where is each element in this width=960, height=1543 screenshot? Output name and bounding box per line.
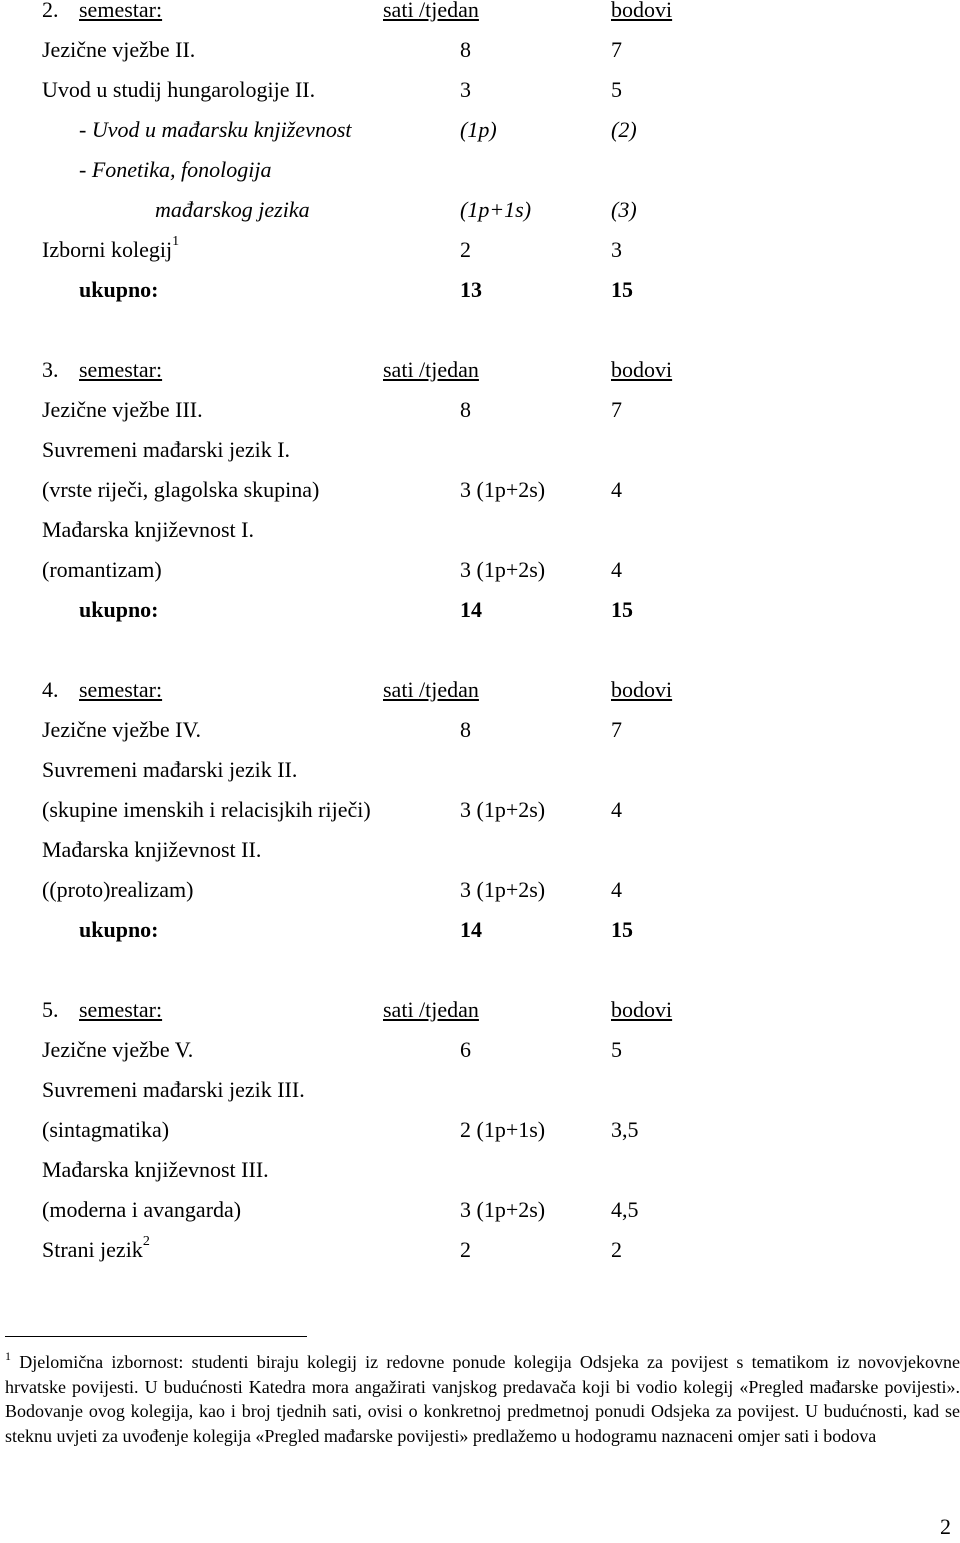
total-points: 15 [611,917,633,942]
points-column-header: bodovi [611,677,673,702]
course-row [0,750,960,790]
course-name: - Uvod u mađarsku književnost [79,117,352,142]
total-points: 15 [611,277,633,302]
semester-number: 5. [42,997,59,1022]
course-name: Suvremeni mađarski jezik I. [42,437,291,462]
course-name: Uvod u studij hungarologije II. [42,77,316,102]
footnote-separator [5,1336,307,1337]
course-name: Mađarska književnost III. [42,1157,269,1182]
footnote-ref: 1 [172,234,180,249]
course-row [0,1110,960,1150]
course-hours: 3 [460,77,471,102]
course-hours: (1p) [460,117,497,142]
course-row [0,190,960,230]
points-column-header: bodovi [611,997,673,1022]
course-name: Jezične vježbe III. [42,397,203,422]
semester-header [0,670,960,710]
course-name: Jezične vježbe II. [42,37,196,62]
total-row [0,910,960,950]
semester-header [0,990,960,1030]
course-points: 2 [611,1237,622,1262]
hours-column-header: sati /tjedan [383,997,479,1022]
semester-3-block [0,350,960,630]
course-row [0,1230,960,1270]
course-points: 4 [611,557,622,582]
page-number: 2 [940,1514,951,1539]
semester-label: semestar: [79,677,163,702]
semester-number: 2. [42,0,59,22]
course-name: Jezične vježbe IV. [42,717,202,742]
footnote-text: Djelomična izbornost: studenti biraju kolegij iz redovne ponude kolegija Odsjeka za povijest s tematikom iz novovjekovne hrvatske povijesti. U budućnosti Katedra mora angažirati vanjskog predavača koji bi vodio kolegij «Pregled mađarske povijesti». Bodovanje ovog kolegija, kao i broj tjednih sati, ovisi o konkretnoj predmetnoj ponudi Odsjeka za povijest. U budućnosti, kad se steknu uvjeti za uvođenje kolegija «Pregled mađarske povijesti» predlažemo u hodogramu naznaceni omjer sati i bodova [5,1352,960,1446]
hours-column-header: sati /tjedan [383,677,479,702]
course-points: 7 [611,37,622,62]
course-hours: 3 (1p+2s) [460,877,546,902]
course-points: 4 [611,877,622,902]
course-points: (3) [611,197,637,222]
total-label: ukupno: [79,917,159,942]
course-hours: 8 [460,717,471,742]
course-name: ((proto)realizam) [42,877,194,902]
course-name: Mađarska književnost I. [42,517,254,542]
course-points: (2) [611,117,637,142]
semester-label: semestar: [79,997,163,1022]
course-points: 4 [611,797,622,822]
course-hours: 3 (1p+2s) [460,1197,546,1222]
course-name: (sintagmatika) [42,1117,170,1142]
total-label: ukupno: [79,277,159,302]
course-row [0,150,960,190]
course-name: (vrste riječi, glagolska skupina) [42,477,320,502]
course-row [0,1190,960,1230]
course-points: 5 [611,1037,622,1062]
course-row [0,1030,960,1070]
course-row [0,470,960,510]
course-row [0,70,960,110]
course-name: Jezične vježbe V. [42,1037,194,1062]
total-row [0,590,960,630]
course-hours: 2 (1p+1s) [460,1117,546,1142]
semester-header [0,0,960,30]
course-row [0,1070,960,1110]
hours-column-header: sati /tjedan [383,357,479,382]
course-row [0,1150,960,1190]
hours-column-header: sati /tjedan [383,0,479,22]
course-points: 3 [611,237,622,262]
course-name: Suvremeni mađarski jezik II. [42,757,298,782]
course-points: 4,5 [611,1197,639,1222]
semester-header [0,350,960,390]
course-name: (skupine imenskih i relacisjkih riječi) [42,797,371,822]
total-points: 15 [611,597,633,622]
semester-number: 4. [42,677,59,702]
course-name: Strani jezik [42,1237,143,1262]
course-name-wrap [42,1230,150,1270]
course-hours: 3 (1p+2s) [460,477,546,502]
course-row [0,710,960,750]
total-hours: 14 [460,917,482,942]
course-row [0,830,960,870]
course-hours: 6 [460,1037,471,1062]
course-name: mađarskog jezika [155,197,310,222]
semester-number: 3. [42,357,59,382]
course-row [0,510,960,550]
footnote-marker: 1 [5,1349,11,1363]
semester-label: semestar: [79,0,163,22]
course-hours: 2 [460,1237,471,1262]
course-row [0,430,960,470]
total-row [0,270,960,310]
total-hours: 14 [460,597,482,622]
course-points: 7 [611,397,622,422]
course-name-wrap [42,230,179,270]
total-hours: 13 [460,277,482,302]
course-points: 5 [611,77,622,102]
course-row [0,870,960,910]
course-name: Izborni kolegij [42,237,173,262]
course-row [0,790,960,830]
course-name: Mađarska književnost II. [42,837,262,862]
footnote [5,1350,960,1448]
course-hours: 3 (1p+2s) [460,797,546,822]
course-row [0,30,960,70]
course-hours: (1p+1s) [460,197,532,222]
course-points: 3,5 [611,1117,639,1142]
points-column-header: bodovi [611,0,673,22]
total-label: ukupno: [79,597,159,622]
footnote-ref: 2 [142,1234,150,1249]
course-hours: 8 [460,37,471,62]
semester-label: semestar: [79,357,163,382]
course-points: 7 [611,717,622,742]
course-name: (moderna i avangarda) [42,1197,242,1222]
points-column-header: bodovi [611,357,673,382]
course-hours: 8 [460,397,471,422]
course-hours: 2 [460,237,471,262]
semester-4-block [0,670,960,950]
course-row [0,390,960,430]
course-name: (romantizam) [42,557,162,582]
course-hours: 3 (1p+2s) [460,557,546,582]
course-row [0,230,960,270]
semester-2-block [0,0,960,310]
course-row [0,110,960,150]
course-name: Suvremeni mađarski jezik III. [42,1077,305,1102]
course-row [0,550,960,590]
course-name: - Fonetika, fonologija [79,157,272,182]
semester-5-block [0,990,960,1270]
course-points: 4 [611,477,622,502]
